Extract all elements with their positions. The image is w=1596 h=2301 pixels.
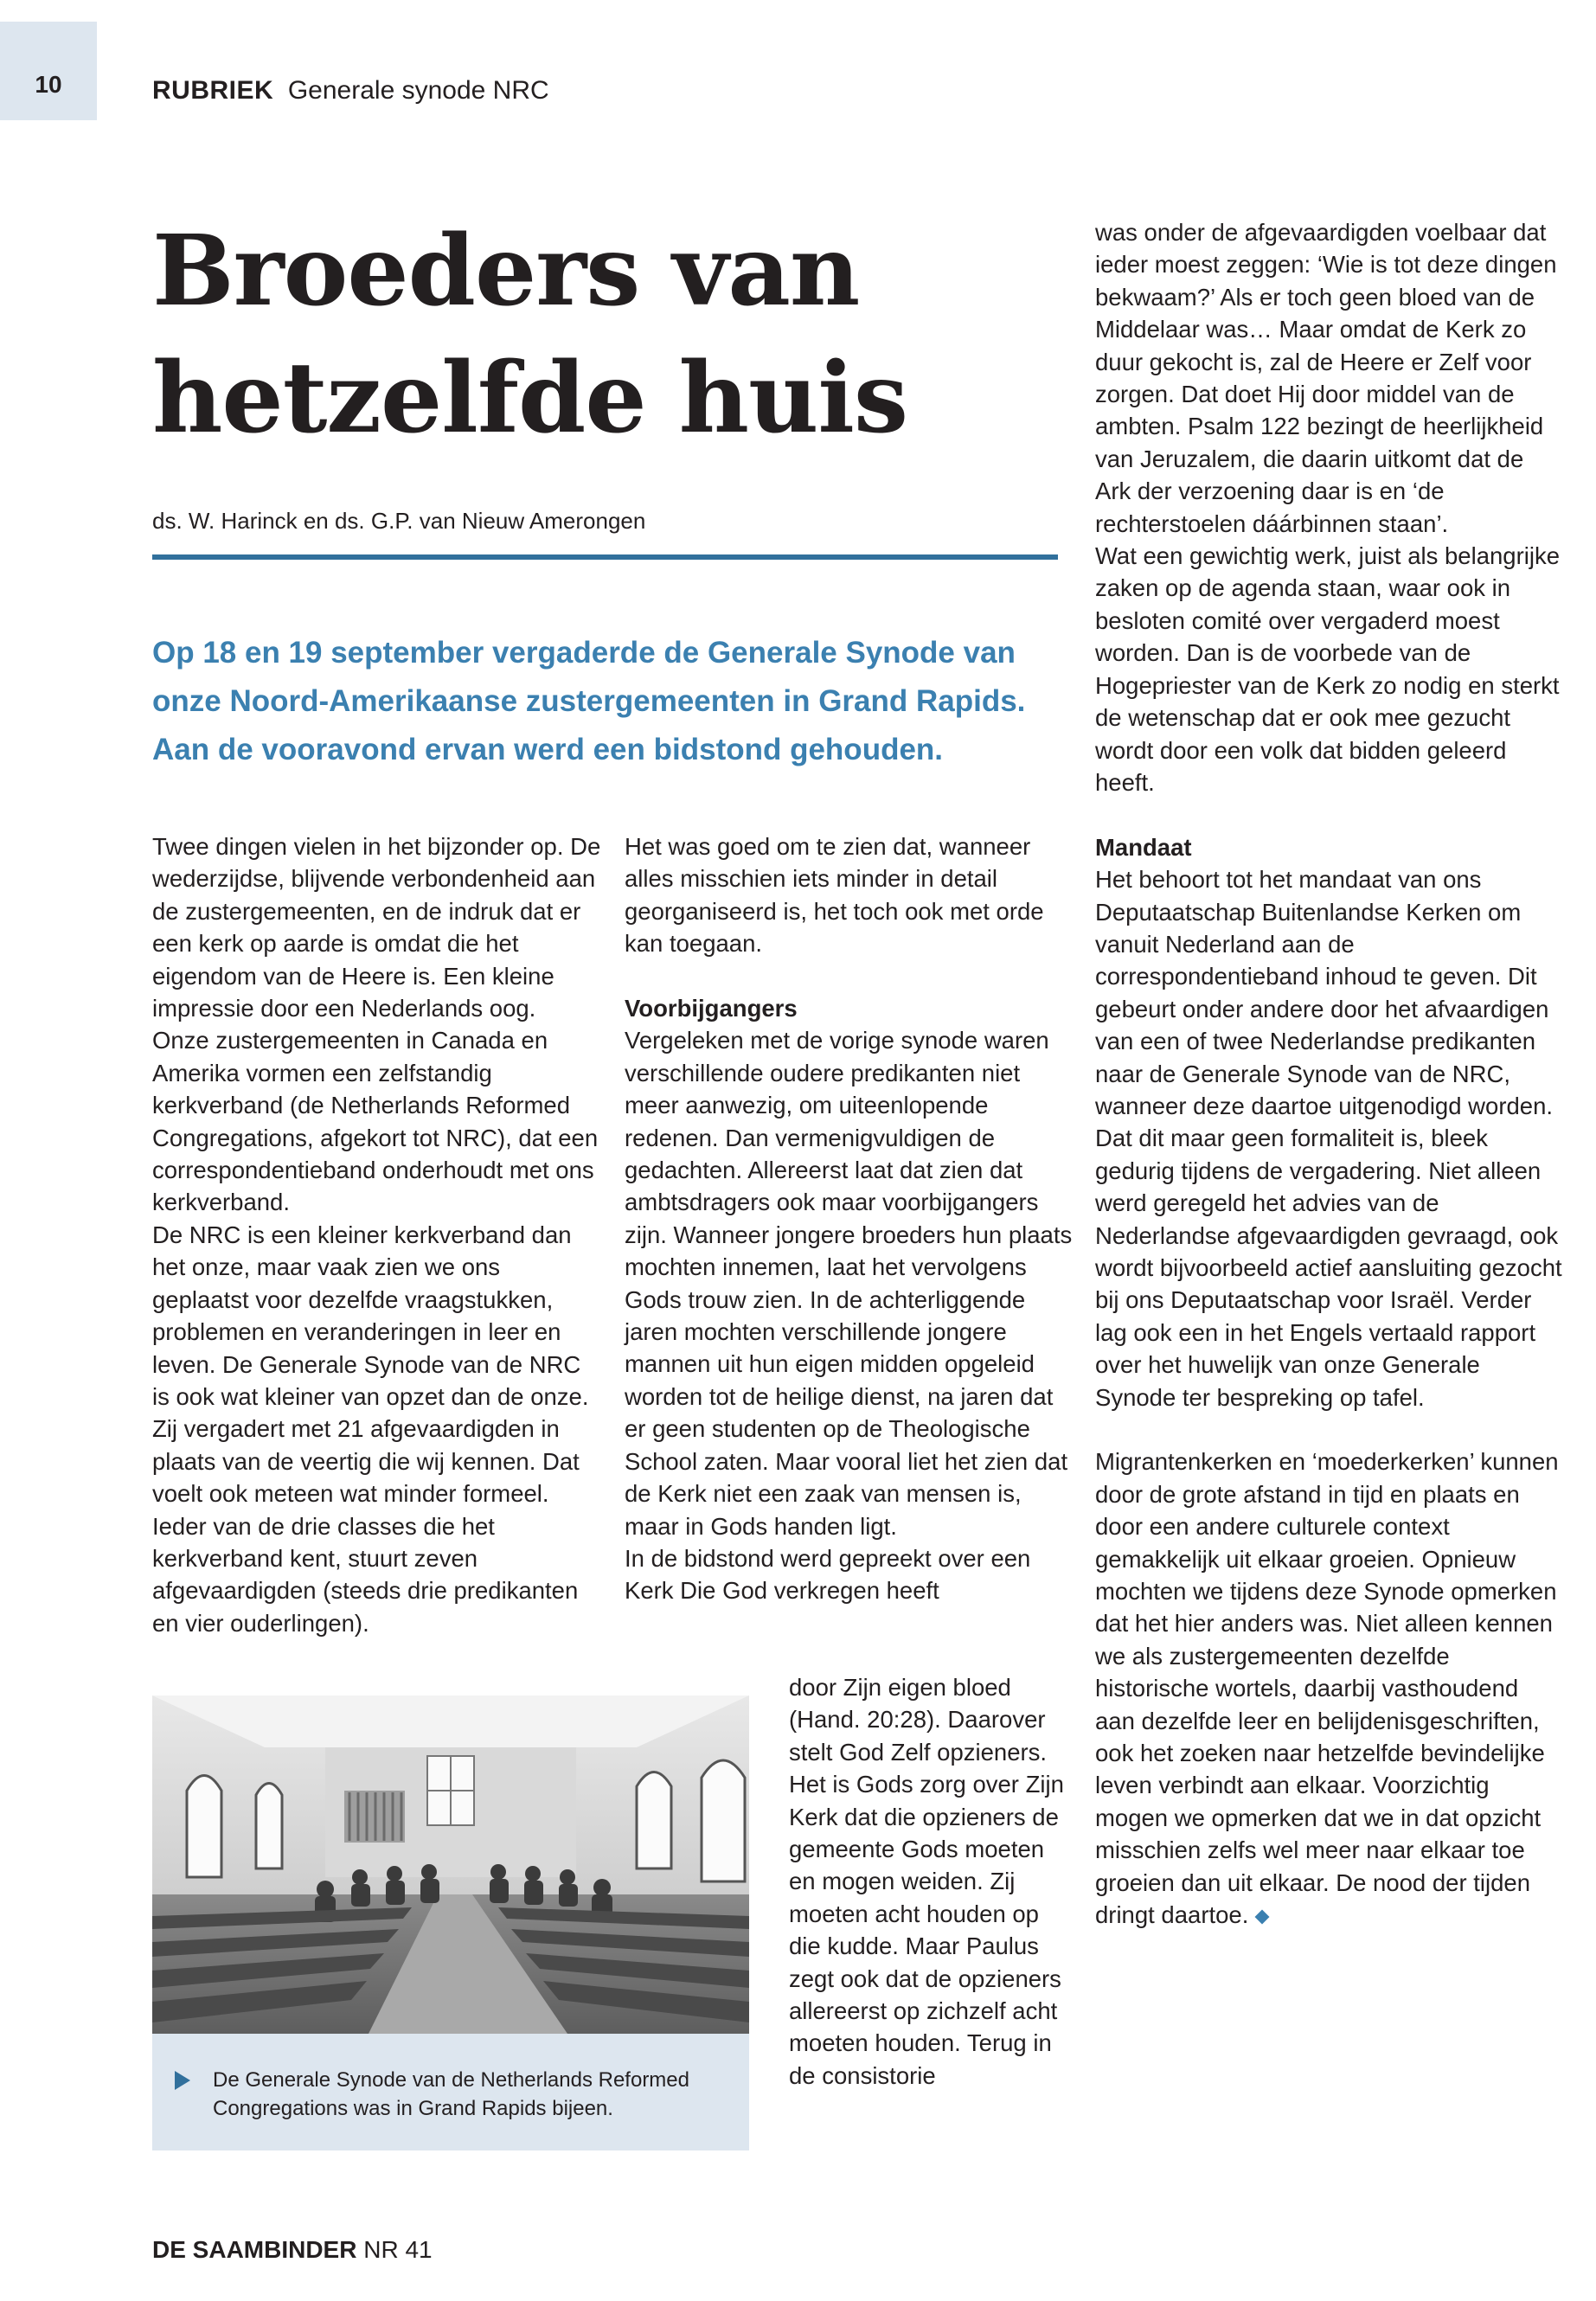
section-label: RUBRIEK — [152, 76, 274, 105]
body-paragraph: Vergeleken met de vorige synode waren verschillende oudere predikanten niet meer aanwezig, om uiteenlopende redenen. Dan vermenigvuldigen de gedachten. Allereerst laat dat zien dat ambtsdragers ook maar voorbijgangers zijn. Wanneer jongere broeders hun plaats mochten innemen, laat het vervolgens Gods trouw zien. In de achterliggende jaren mochten verschillende jongere mannen uit hun eigen midden opgeleid worden tot de heilige dienst, na jaren dat er geen studenten op de Theologische School zaten. Maar vooral liet het zien dat de Kerk niet een zaak van mensen is, maar in Gods handen ligt. — [625, 1027, 1073, 1540]
church-interior-photo — [152, 1695, 749, 2034]
body-paragraph — [1095, 1445, 1562, 1931]
body-paragraph: door Zijn eigen bloed (Hand. 20:28). Daarover stelt God Zelf opzieners. Het is Gods zorg over Zijn Kerk dat die opzieners de gemeente Gods moeten en mogen weiden. Zij moeten acht houden op die kudde. Maar Paulus zegt ook dat de opzieners allereerst op zichzelf acht moeten houden. Terug in de consistorie — [789, 1674, 1064, 2089]
photo-caption: De Generale Synode van de Netherlands Reformed Congregations was in Grand Rapids bijeen. — [213, 2068, 689, 2120]
caption-arrow-icon — [175, 2071, 190, 2090]
issue-number: NR 41 — [363, 2236, 433, 2263]
title-line-2: hetzelfde huis — [152, 342, 908, 455]
body-paragraph: Het was goed om te zien dat, wanneer alles misschien iets minder in detail georganiseerd is, het toch ook met orde kan toegaan. — [625, 833, 1044, 958]
body-paragraph: De NRC is een kleiner kerkverband dan het onze, maar vaak zien we ons geplaatst voor dezelfde vraagstukken, problemen en veranderingen in leer en leven. De Generale Synode van de NRC is ook wat kleiner van opzet dan de onze. Zij vergadert met 21 afgevaardigden in plaats van de veertig die wij kennen. Dat voelt ook meteen wat minder formeel. Ieder van de drie classes die het kerkverband kent, stuurt zeven afgevaardigden (steeds drie predikanten en vier ouderlingen). — [152, 1221, 589, 1637]
body-paragraph: In de bidstond werd gepreekt over een Kerk Die God verkregen heeft — [625, 1544, 1031, 1605]
body-column-3 — [1095, 216, 1562, 1932]
title-divider — [152, 554, 1058, 560]
subheading-voorbijgangers: Voorbijgangers — [625, 995, 798, 1022]
subheading-mandaat: Mandaat — [1095, 833, 1192, 861]
body-column-1 — [152, 830, 602, 1639]
body-column-2-continued — [789, 1671, 1074, 2092]
article-title — [152, 208, 1061, 462]
body-paragraph: Wat een gewichtig werk, juist als belangrijke zaken op de agenda staan, waar ook in besloten comité over vergaderd moest worden. Dan is de voorbede van de Hogepriester van de Kerk zo nodig en sterkt de wetenschap dat er ook mee gezucht wordt door een volk dat bidden geleerd heeft. — [1095, 542, 1561, 796]
body-paragraph: Twee dingen vielen in het bijzonder op. De wederzijdse, blijvende verbondenheid aan de zustergemeenten, en de indruk dat er een kerk op aarde is omdat die het eigendom van de Heere is. Een kleine impressie door een Nederlands oog. — [152, 833, 601, 1022]
magazine-footer — [152, 2236, 433, 2264]
body-paragraph: Het behoort tot het mandaat van ons Deputaatschap Buitenlandse Kerken om vanuit Nederland aan de correspondentieband inhoud te geven. Dit gebeurt onder andere door het afvaardigen van een of twee Nederlandse predikanten naar de Generale Synode van de NRC, wanneer deze daartoe uitgenodigd worden. Dat dit maar geen formaliteit is, bleek gedurig tijdens de vergadering. Niet alleen werd geregeld het advies van de Nederlandse afgevaardigden gevraagd, ook wordt bijvoorbeeld actief aansluiting gezocht bij ons Deputaatschap voor Israël. Verder lag ook een in het Engels vertaald rapport over het huwelijk van onze Generale Synode ter bespreking op tafel. — [1095, 866, 1562, 1411]
end-of-article-diamond-icon — [1255, 1909, 1270, 1924]
section-title: Generale synode NRC — [287, 76, 549, 105]
body-column-2 — [625, 830, 1074, 1607]
article-authors: ds. W. Harinck en ds. G.P. van Nieuw Amerongen — [152, 508, 646, 534]
magazine-name: DE SAAMBINDER — [152, 2236, 357, 2263]
section-header — [152, 76, 549, 106]
body-paragraph: Onze zustergemeenten in Canada en Amerika vormen een zelfstandig kerkverband (de Netherlands Reformed Congregations, afgekort tot NRC), dat een correspondentieband onderhoudt met ons kerkverband. — [152, 1027, 599, 1216]
body-paragraph: was onder de afgevaardigden voelbaar dat ieder moest zeggen: ‘Wie is tot deze dingen bekwaam?’ Als er toch geen bloed van de Middelaar was… Maar omdat de Kerk zo duur gekocht is, zal de Heere er Zelf voor zorgen. Dat doet Hij door middel van de ambten. Psalm 122 bezingt de heerlijkheid van Jeruzalem, die daarin uitkomt dat de Ark der verzoening daar is en ‘de rechterstoelen dáárbinnen staan’. — [1095, 219, 1557, 537]
article-lead: Op 18 en 19 september vergaderde de Generale Synode van onze Noord-Amerikaanse zustergemeenten in Grand Rapids. Aan de vooravond ervan werd een bidstond gehouden. — [152, 636, 1026, 766]
body-paragraph-text: Migrantenkerken en ‘moederkerken’ kunnen door de grote afstand in tijd en plaats en door een andere culturele context gemakkelijk uit elkaar groeien. Opnieuw mochten we tijdens deze Synode opmerken dat het hier anders was. Niet alleen kennen we als zustergemeenten dezelfde historische wortels, daarbij vasthoudend aan dezelfde leer en belijdenisgeschriften, ook het zoeken naar hetzelfde bevindelijke leven verbindt aan elkaar. Voorzichtig mogen we opmerken dat we in dat opzicht misschien zelfs wel meer naar elkaar toe groeien dan uit elkaar. De nood der tijden dringt daartoe. — [1095, 1448, 1559, 1929]
page-number: 10 — [35, 71, 62, 98]
title-line-1: Broeders van — [152, 215, 860, 328]
